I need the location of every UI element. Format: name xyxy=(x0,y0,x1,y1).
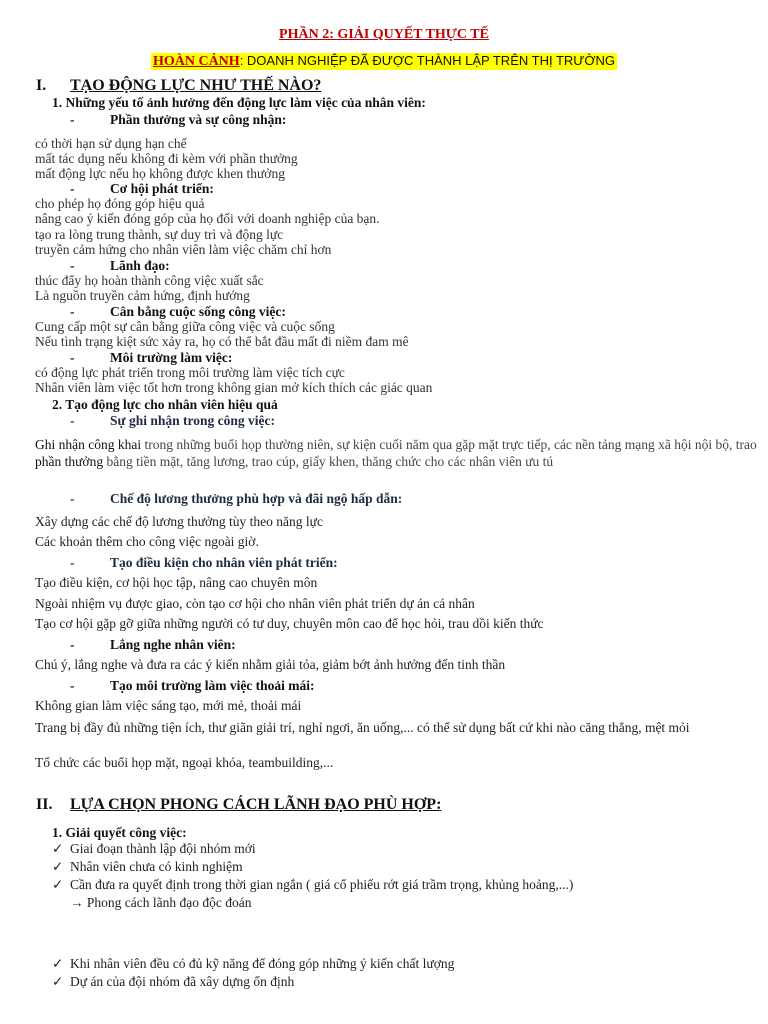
list-item: Xây dựng các chế độ lương thưởng tùy theo năng lực xyxy=(35,514,323,529)
checkmark-icon: ✓ xyxy=(52,956,64,971)
recognition-paragraph: Ghi nhận công khai trong những buổi họp thường niên, sự kiện cuối năm qua gặp mặt trực tiếp, các nền tảng mạng xã hội nội bộ, trao phần thưởng bằng tiền mặt, tăng lương, trao cúp, giấy khen, thăng chức cho các nhân viên ưu tú xyxy=(35,437,757,469)
factor-leadership-label: - Lãnh đạo: xyxy=(70,258,170,273)
check-item: ✓ Nhân viên chưa có kinh nghiệm xyxy=(52,859,243,874)
method-salary-label: - Chế độ lương thưởng phù hợp và đãi ngộ hấp dẫn: xyxy=(70,491,403,506)
list-item: Tạo điều kiện, cơ hội học tập, nâng cao chuyên môn xyxy=(35,575,318,590)
list-item: nâng cao ý kiến đóng góp của họ đối với doanh nghiệp của bạn. xyxy=(35,211,380,226)
list-item: Cung cấp một sự cân bằng giữa công việc và cuộc sống xyxy=(35,319,335,334)
list-item: mất tác dụng nếu không đi kèm với phần thưởng xyxy=(35,151,298,166)
check-item: ✓ Khi nhân viên đều có đủ kỹ năng để đóng góp những ý kiến chất lượng xyxy=(52,956,455,971)
check-item: ✓ Cần đưa ra quyết định trong thời gian ngắn ( giá cổ phiếu rớt giá trầm trọng, khủng hoảng,...) xyxy=(52,877,574,892)
checkmark-icon: ✓ xyxy=(52,841,64,856)
list-item: có thời hạn sử dụng hạn chế xyxy=(35,136,187,151)
list-item: Không gian làm việc sáng tạo, mới mẻ, thoải mái xyxy=(35,698,302,713)
factor-environment-label: - Môi trường làm việc: xyxy=(70,350,233,365)
list-item: Nhân viên làm việc tốt hơn trong không gian mở kích thích các giác quan xyxy=(35,380,433,395)
list-item: thúc đẩy họ hoàn thành công việc xuất sắc xyxy=(35,273,264,288)
factor-balance-label: - Cân bằng cuộc sống công việc: xyxy=(70,304,286,319)
list-item: mất động lực nếu họ không được khen thưởng xyxy=(35,166,285,181)
page-title: PHẦN 2: GIẢI QUYẾT THỰC TẾ xyxy=(279,27,489,42)
list-item: Ngoài nhiệm vụ được giao, còn tạo cơ hội cho nhân viên phát triển dự án cá nhân xyxy=(35,596,475,611)
list-item: Tạo cơ hội gặp gỡ giữa những người có tư duy, chuyên môn cao để học hỏi, trau dồi kiến thức xyxy=(35,616,544,631)
section-1-heading xyxy=(36,78,321,94)
list-item: Các khoản thêm cho công việc ngoài giờ. xyxy=(35,534,259,549)
context-line xyxy=(0,53,768,70)
checkmark-icon: ✓ xyxy=(52,877,64,892)
conclusion-arrow-line: → Phong cách lãnh đạo độc đoán xyxy=(70,895,252,910)
list-item: Trang bị đầy đủ những tiện ích, thư giãn giải trí, nghỉ ngơi, ăn uống,... có thể sử dụng bất cứ khi nào căng thẳng, mệt mỏi xyxy=(35,720,690,735)
context-label: HOÀN CẢNH xyxy=(152,54,240,69)
section-2-number: II. xyxy=(36,796,53,813)
list-item: có động lực phát triển trong môi trường làm việc tích cực xyxy=(35,365,345,380)
list-item: Là nguồn truyền cảm hứng, định hướng xyxy=(35,288,250,303)
section-1-number: I. xyxy=(36,77,47,94)
check-item: ✓ Dự án của đội nhóm đã xây dựng ổn định xyxy=(52,974,295,989)
checkmark-icon: ✓ xyxy=(52,859,64,874)
subheading-1: 1. Những yếu tố ảnh hưởng đến động lực làm việc của nhân viên: xyxy=(52,95,426,110)
section-2-heading xyxy=(36,797,441,813)
method-listening-label: - Lắng nghe nhân viên: xyxy=(70,637,236,652)
method-development-label: - Tạo điều kiện cho nhân viên phát triển: xyxy=(70,555,338,570)
section-2-title: LỰA CHỌN PHONG CÁCH LÃNH ĐẠO PHÙ HỢP: xyxy=(70,796,442,813)
checkmark-icon: ✓ xyxy=(52,974,64,989)
list-item: cho phép họ đóng góp hiệu quả xyxy=(35,196,205,211)
list-item: tạo ra lòng trung thành, sự duy trì và động lực xyxy=(35,227,284,242)
section-1-title: TẠO ĐỘNG LỰC NHƯ THẾ NÀO? xyxy=(70,77,322,94)
list-item: Nếu tình trạng kiệt sức xảy ra, họ có thể bắt đầu mất đi niềm đam mê xyxy=(35,334,409,349)
method-recognition-label: - Sự ghi nhận trong công việc: xyxy=(70,413,275,428)
list-item: Tổ chức các buổi họp mặt, ngoại khóa, teambuilding,... xyxy=(35,755,334,770)
factor-growth-label: - Cơ hội phát triển: xyxy=(70,181,214,196)
check-item: ✓ Giai đoạn thành lập đội nhóm mới xyxy=(52,841,256,856)
list-item: Chú ý, lắng nghe và đưa ra các ý kiến nhằm giải tỏa, giảm bớt ảnh hưởng đến tinh thần xyxy=(35,657,506,672)
list-item: truyền cảm hứng cho nhân viên làm việc chăm chỉ hơn xyxy=(35,242,332,257)
context-text: : DOANH NGHIỆP ĐÃ ĐƯỢC THÀNH LẬP TRÊN THỊ TRƯỜNG xyxy=(239,53,616,68)
subheading-s2-1: 1. Giải quyết công việc: xyxy=(52,825,187,840)
subheading-2: 2. Tạo động lực cho nhân viên hiệu quả xyxy=(52,397,278,412)
factor-reward-label: - Phần thưởng và sự công nhận: xyxy=(70,112,287,127)
method-comfort-label: - Tạo môi trường làm việc thoải mái: xyxy=(70,678,315,693)
